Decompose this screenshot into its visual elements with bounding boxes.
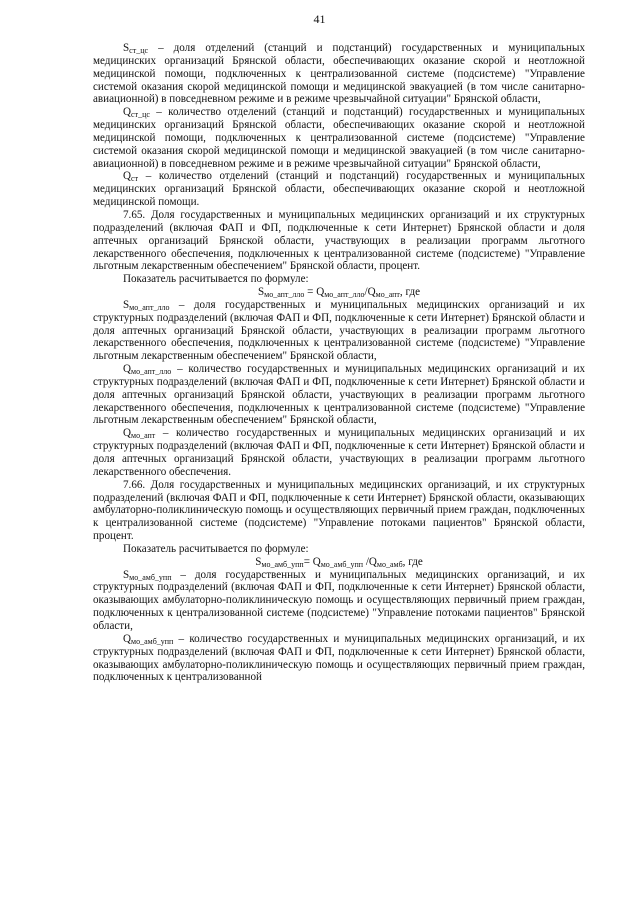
variable-subscript: мо_апт bbox=[131, 431, 156, 441]
definition-paragraph bbox=[93, 299, 585, 363]
definition-paragraph bbox=[93, 569, 585, 633]
variable-subscript: мо_апт_лло bbox=[131, 367, 172, 377]
formula-operator: / bbox=[363, 555, 369, 568]
definition-paragraph bbox=[93, 427, 585, 478]
definition-paragraph bbox=[93, 170, 585, 209]
variable-subscript: мо_амб_упп bbox=[129, 572, 172, 582]
formula-operator: , где bbox=[402, 555, 423, 568]
formula-symbol: Q bbox=[367, 286, 376, 299]
definition-text: – доля государственных и муниципальных медицинских организаций, и их структурных подразделений (включая ФАП и ФП, подключенные к сети Интернет) Брянской области, оказывающих амбулаторно-поликлиническую помощь и осуществляющих первичный прием граждан, подключенных к централизованной системе (подсистеме) "Управление потоками пациентов" Брянской области, bbox=[93, 568, 585, 632]
definition-text: – количество отделений (станций и подстанций) государственных и муниципальных медицинских организаций Брянской области, обеспечивающих оказание скорой и неотложной медицинской помощи, подключенных к централизованной системе (подсистеме) "Управление системой оказания скорой медицинской помощи и медицинской эвакуацией (в том числе санитарно-авиационной) в повседневном режиме и в режиме чрезвычайной ситуации" Брянской области, bbox=[93, 106, 585, 170]
variable-symbol: Q bbox=[123, 632, 132, 645]
variable-subscript: мо_амб_упп bbox=[131, 636, 174, 646]
definition-paragraph bbox=[93, 363, 585, 427]
formula-operator: = bbox=[304, 286, 317, 299]
variable-symbol: Q bbox=[123, 363, 132, 376]
body-paragraph: Показатель расчитывается по формуле: bbox=[123, 542, 309, 555]
formula-symbol: Q bbox=[312, 555, 321, 568]
definition-paragraph bbox=[93, 106, 585, 170]
formula-operator: , где bbox=[399, 286, 421, 299]
formula-symbol: Q bbox=[368, 555, 377, 568]
variable-symbol: Q bbox=[123, 427, 132, 440]
formula-subscript: мо_апт_лло bbox=[264, 290, 305, 300]
formula-operator: / bbox=[364, 286, 368, 299]
formula-subscript: мо_амб_упп bbox=[320, 559, 364, 569]
definition-text: – доля государственных и муниципальных медицинских организаций и их структурных подразделений (включая ФАП и ФП, подключенные к сети Интернет) Брянской области и доля аптечных организаций Брянской области, участвующих в реализации программ льготного лекарственного обеспечения, подключенных к централизованной системе (подсистеме) "Управление льготным лекарственным обеспечением" Брянской области, bbox=[93, 298, 585, 363]
body-paragraph: 7.65. Доля государственных и муниципальных медицинских организаций и их структурных подразделений (включая ФАП и ФП, подключенные к сети Интернет) Брянской области и доля аптечных организаций Брянской области, участвующих в реализации программ льготного лекарственного обеспечения, подключенных к централизованной системе (подсистеме) "Управление льготным лекарственным обеспечением" Брянской области, процент. bbox=[93, 208, 585, 273]
variable-symbol: S bbox=[123, 42, 130, 54]
definition-text: – доля отделений (станций и подстанций) государственных и муниципальных медицинских организаций Брянской области, обеспечивающих оказание скорой и неотложной медицинской помощи, подключенных к централизованной системе (подсистеме) "Управление системой оказания скорой медицинской помощи и медицинской эвакуацией (в том числе санитарно-авиационной) в повседневном режиме и в режиме чрезвычайной ситуации" Брянской области, bbox=[93, 42, 585, 106]
formula-subscript: мо_апт_лло bbox=[324, 290, 365, 300]
variable-symbol: Q bbox=[123, 106, 132, 119]
definition-paragraph bbox=[93, 633, 585, 684]
variable-symbol: Q bbox=[123, 170, 132, 183]
variable-subscript: ст bbox=[131, 174, 139, 184]
body-paragraph: Показатель расчитывается по формуле: bbox=[123, 273, 309, 286]
definition-text: – количество государственных и муниципальных медицинских организаций и их структурных подразделений (включая ФАП и ФП, подключенные к сети Интернет) Брянской области и доля аптечных организаций Брянской области, участвующих в реализации программ льготного лекарственного обеспечения. bbox=[93, 427, 585, 478]
formula-subscript: мо_амб_упп bbox=[261, 559, 304, 569]
definition-text: – количество государственных и муниципальных медицинских организаций, и их структурных подразделений (включая ФАП и ФП, подключенные к сети Интернет) Брянской области, оказывающих амбулаторно-поликлиническую помощь и осуществляющих первичный прием граждан, подключенных к централизованной bbox=[93, 632, 585, 684]
definition-paragraph bbox=[93, 42, 585, 106]
body-paragraph: 7.66. Доля государственных и муниципальных медицинских организаций, и их структурных подразделений (включая ФАП и ФП, подключенные к сети Интернет) Брянской области, оказывающих амбулаторно-поликлиническую помощь и осуществляющих первичный прием граждан, подключенных к централизованной системе (подсистеме) "Управление потоками пациентов" Брянской области, процент. bbox=[93, 478, 585, 543]
page-number: 41 bbox=[313, 12, 326, 26]
variable-symbol: S bbox=[123, 568, 130, 581]
definition-text: – количество государственных и муниципальных медицинских организаций и их структурных подразделений (включая ФАП и ФП, подключенные к сети Интернет) Брянской области и доля аптечных организаций Брянской области, участвующих в реализации программ льготного лекарственного обеспечения, подключенных к централизованной системе (подсистеме) "Управление льготным лекарственным обеспечением" Брянской области, bbox=[93, 363, 585, 427]
formula-operator: = bbox=[303, 555, 313, 568]
formula-symbol: Q bbox=[316, 286, 325, 299]
variable-subscript: ст_цс bbox=[131, 110, 150, 120]
variable-symbol: S bbox=[123, 298, 130, 311]
formula-line bbox=[93, 286, 585, 299]
formula-symbol: S bbox=[257, 286, 265, 299]
document-body bbox=[93, 42, 585, 684]
formula-symbol: S bbox=[255, 555, 262, 568]
formula-line bbox=[93, 556, 585, 569]
formula-subscript: мо_апт bbox=[375, 290, 400, 300]
formula-subscript: мо_амб bbox=[376, 559, 403, 569]
variable-subscript: мо_апт_лло bbox=[129, 302, 170, 312]
definition-text: – количество отделений (станций и подстанций) государственных и муниципальных медицинских организаций Брянской области, обеспечивающих оказание скорой и неотложной медицинской помощи. bbox=[93, 170, 585, 209]
variable-subscript: ст_цс bbox=[129, 46, 149, 55]
